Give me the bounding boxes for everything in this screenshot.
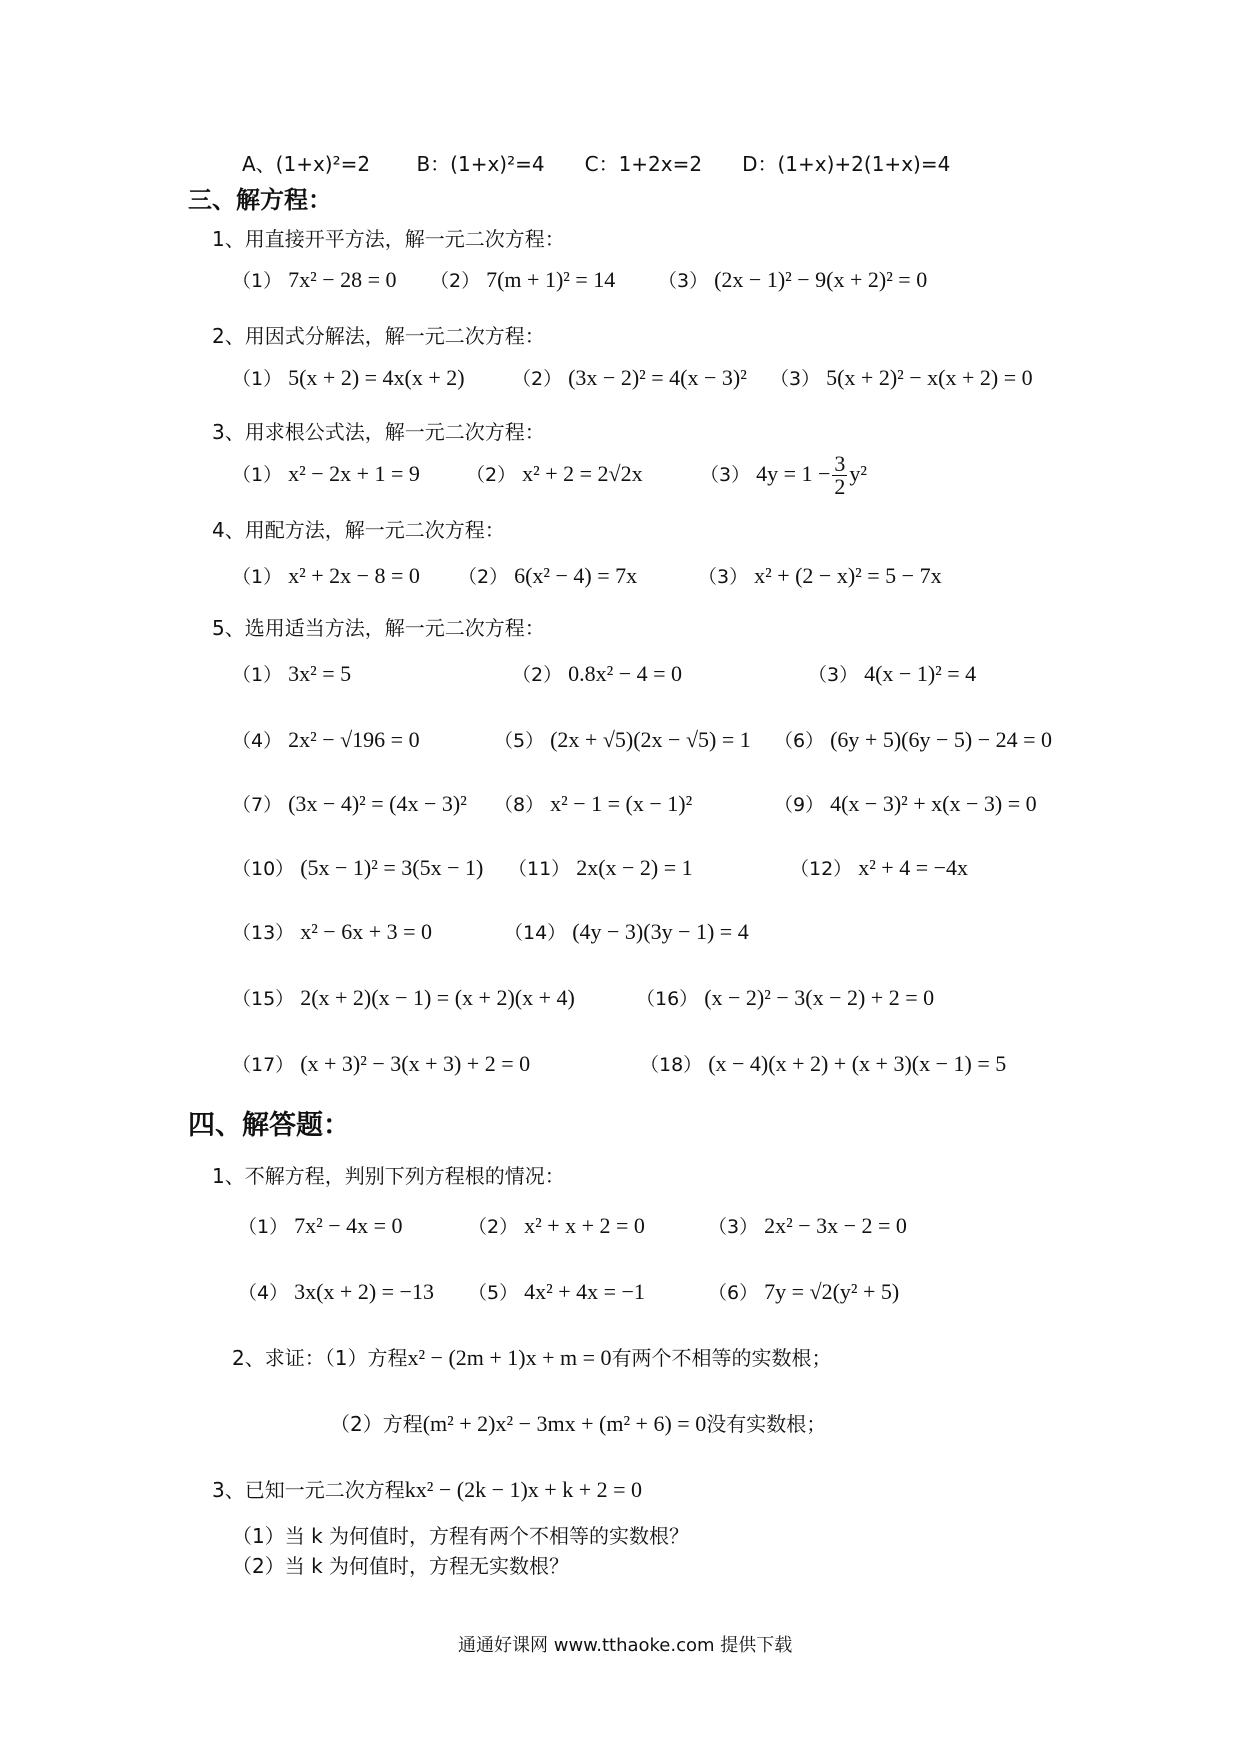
equation-item: （2） 7(m + 1)² = 14 — [430, 267, 616, 292]
s4-q3-sub2: （2）当 k 为何值时，方程无实数根？ — [232, 1554, 570, 1578]
equation-item: （12） x² + 4 = −4x — [790, 855, 969, 880]
equation-item: （3） (2x − 1)² − 9(x + 2)² = 0 — [658, 267, 928, 292]
equation-item: （5） 4x² + 4x = −1 — [468, 1279, 645, 1304]
q1-title: 1、用直接开平方法，解一元二次方程： — [212, 227, 565, 251]
equation-item: （17） (x + 3)² − 3(x + 3) + 2 = 0 — [232, 1051, 531, 1076]
equation-item: （2） x² + x + 2 = 0 — [468, 1213, 645, 1238]
equation-item: （1） 7x² − 28 = 0 — [232, 267, 397, 292]
equation-item: （1） 7x² − 4x = 0 — [238, 1213, 403, 1238]
equation-item: （1） 5(x + 2) = 4x(x + 2) — [232, 365, 465, 390]
equation-item: （2） 0.8x² − 4 = 0 — [512, 661, 683, 686]
equation-item: （4） 2x² − √196 = 0 — [232, 727, 420, 752]
equation-item: （9） 4(x − 3)² + x(x − 3) = 0 — [774, 791, 1037, 816]
equation-item: （14） (4y − 3)(3y − 1) = 4 — [504, 919, 749, 944]
equation-item: （1） x² − 2x + 1 = 9 — [232, 461, 420, 486]
choice-options: A、(1+x)²=2 B：(1+x)²=4 C：1+2x=2 D：(1+x)+2(1+x)=4 — [242, 152, 951, 176]
equation-item: （2） x² + 2 = 2√2x — [466, 461, 643, 486]
equation-item: （5） (2x + √5)(2x − √5) = 1 — [494, 727, 751, 752]
equation-item: （2） 6(x² − 4) = 7x — [458, 563, 638, 588]
equation-item: （3） 4y = 1 − $\frac{3}{2}$ y² — [700, 451, 868, 500]
s4-q2-line2: （2）方程(m² + 2)x² − 3mx + (m² + 6) = 0没有实数根； — [330, 1411, 827, 1436]
equation-item: （3） 5(x + 2)² − x(x + 2) = 0 — [770, 365, 1033, 390]
equation-item: （10） (5x − 1)² = 3(5x − 1) — [232, 855, 484, 880]
s4-q3-sub1: （1）当 k 为何值时，方程有两个不相等的实数根？ — [232, 1524, 690, 1548]
equation-item: （7） (3x − 4)² = (4x − 3)² — [232, 791, 467, 816]
equation-item: （4） 3x(x + 2) = −13 — [238, 1279, 434, 1304]
section4-title: 四、解答题： — [188, 1110, 350, 1141]
q4-title: 4、用配方法，解一元二次方程： — [212, 518, 505, 542]
s4-q1-title: 1、不解方程，判别下列方程根的情况： — [212, 1164, 565, 1188]
equation-item: （1） x² + 2x − 8 = 0 — [232, 563, 420, 588]
equation-item: （3） 4(x − 1)² = 4 — [808, 661, 977, 686]
q3-title: 3、用求根公式法，解一元二次方程： — [212, 420, 545, 444]
equation-item: （8） x² − 1 = (x − 1)² — [494, 791, 693, 816]
equation-item: （11） 2x(x − 2) = 1 — [508, 855, 693, 880]
s4-q2-line1: 2、求证：（1）方程x² − (2m + 1)x + m = 0有两个不相等的实数根； — [232, 1345, 832, 1370]
s4-q3-title: 3、已知一元二次方程kx² − (2k − 1)x + k + 2 = 0 — [212, 1477, 643, 1502]
section3-title: 三、解方程： — [188, 186, 332, 214]
equation-item: （1） 3x² = 5 — [232, 661, 352, 686]
q2-title: 2、用因式分解法，解一元二次方程： — [212, 324, 545, 348]
equation-item: （13） x² − 6x + 3 = 0 — [232, 919, 433, 944]
equation-item: （3） x² + (2 − x)² = 5 − 7x — [698, 563, 942, 588]
equation-item: （6） (6y + 5)(6y − 5) − 24 = 0 — [774, 727, 1053, 752]
equation-item: （3） 2x² − 3x − 2 = 0 — [708, 1213, 907, 1238]
equation-item: （18） (x − 4)(x + 2) + (x + 3)(x − 1) = 5 — [640, 1051, 1007, 1076]
footer-credit: 通通好课网 www.tthaoke.com 提供下载 — [458, 1635, 793, 1656]
equation-item: （15） 2(x + 2)(x − 1) = (x + 2)(x + 4) — [232, 985, 575, 1010]
equation-item: （6） 7y = √2(y² + 5) — [708, 1279, 900, 1304]
equation-item: （2） (3x − 2)² = 4(x − 3)² — [512, 365, 747, 390]
q5-title: 5、选用适当方法，解一元二次方程： — [212, 616, 545, 640]
fraction: $\frac{3}{2}$ — [834, 451, 846, 500]
equation-item: （16） (x − 2)² − 3(x − 2) + 2 = 0 — [636, 985, 935, 1010]
